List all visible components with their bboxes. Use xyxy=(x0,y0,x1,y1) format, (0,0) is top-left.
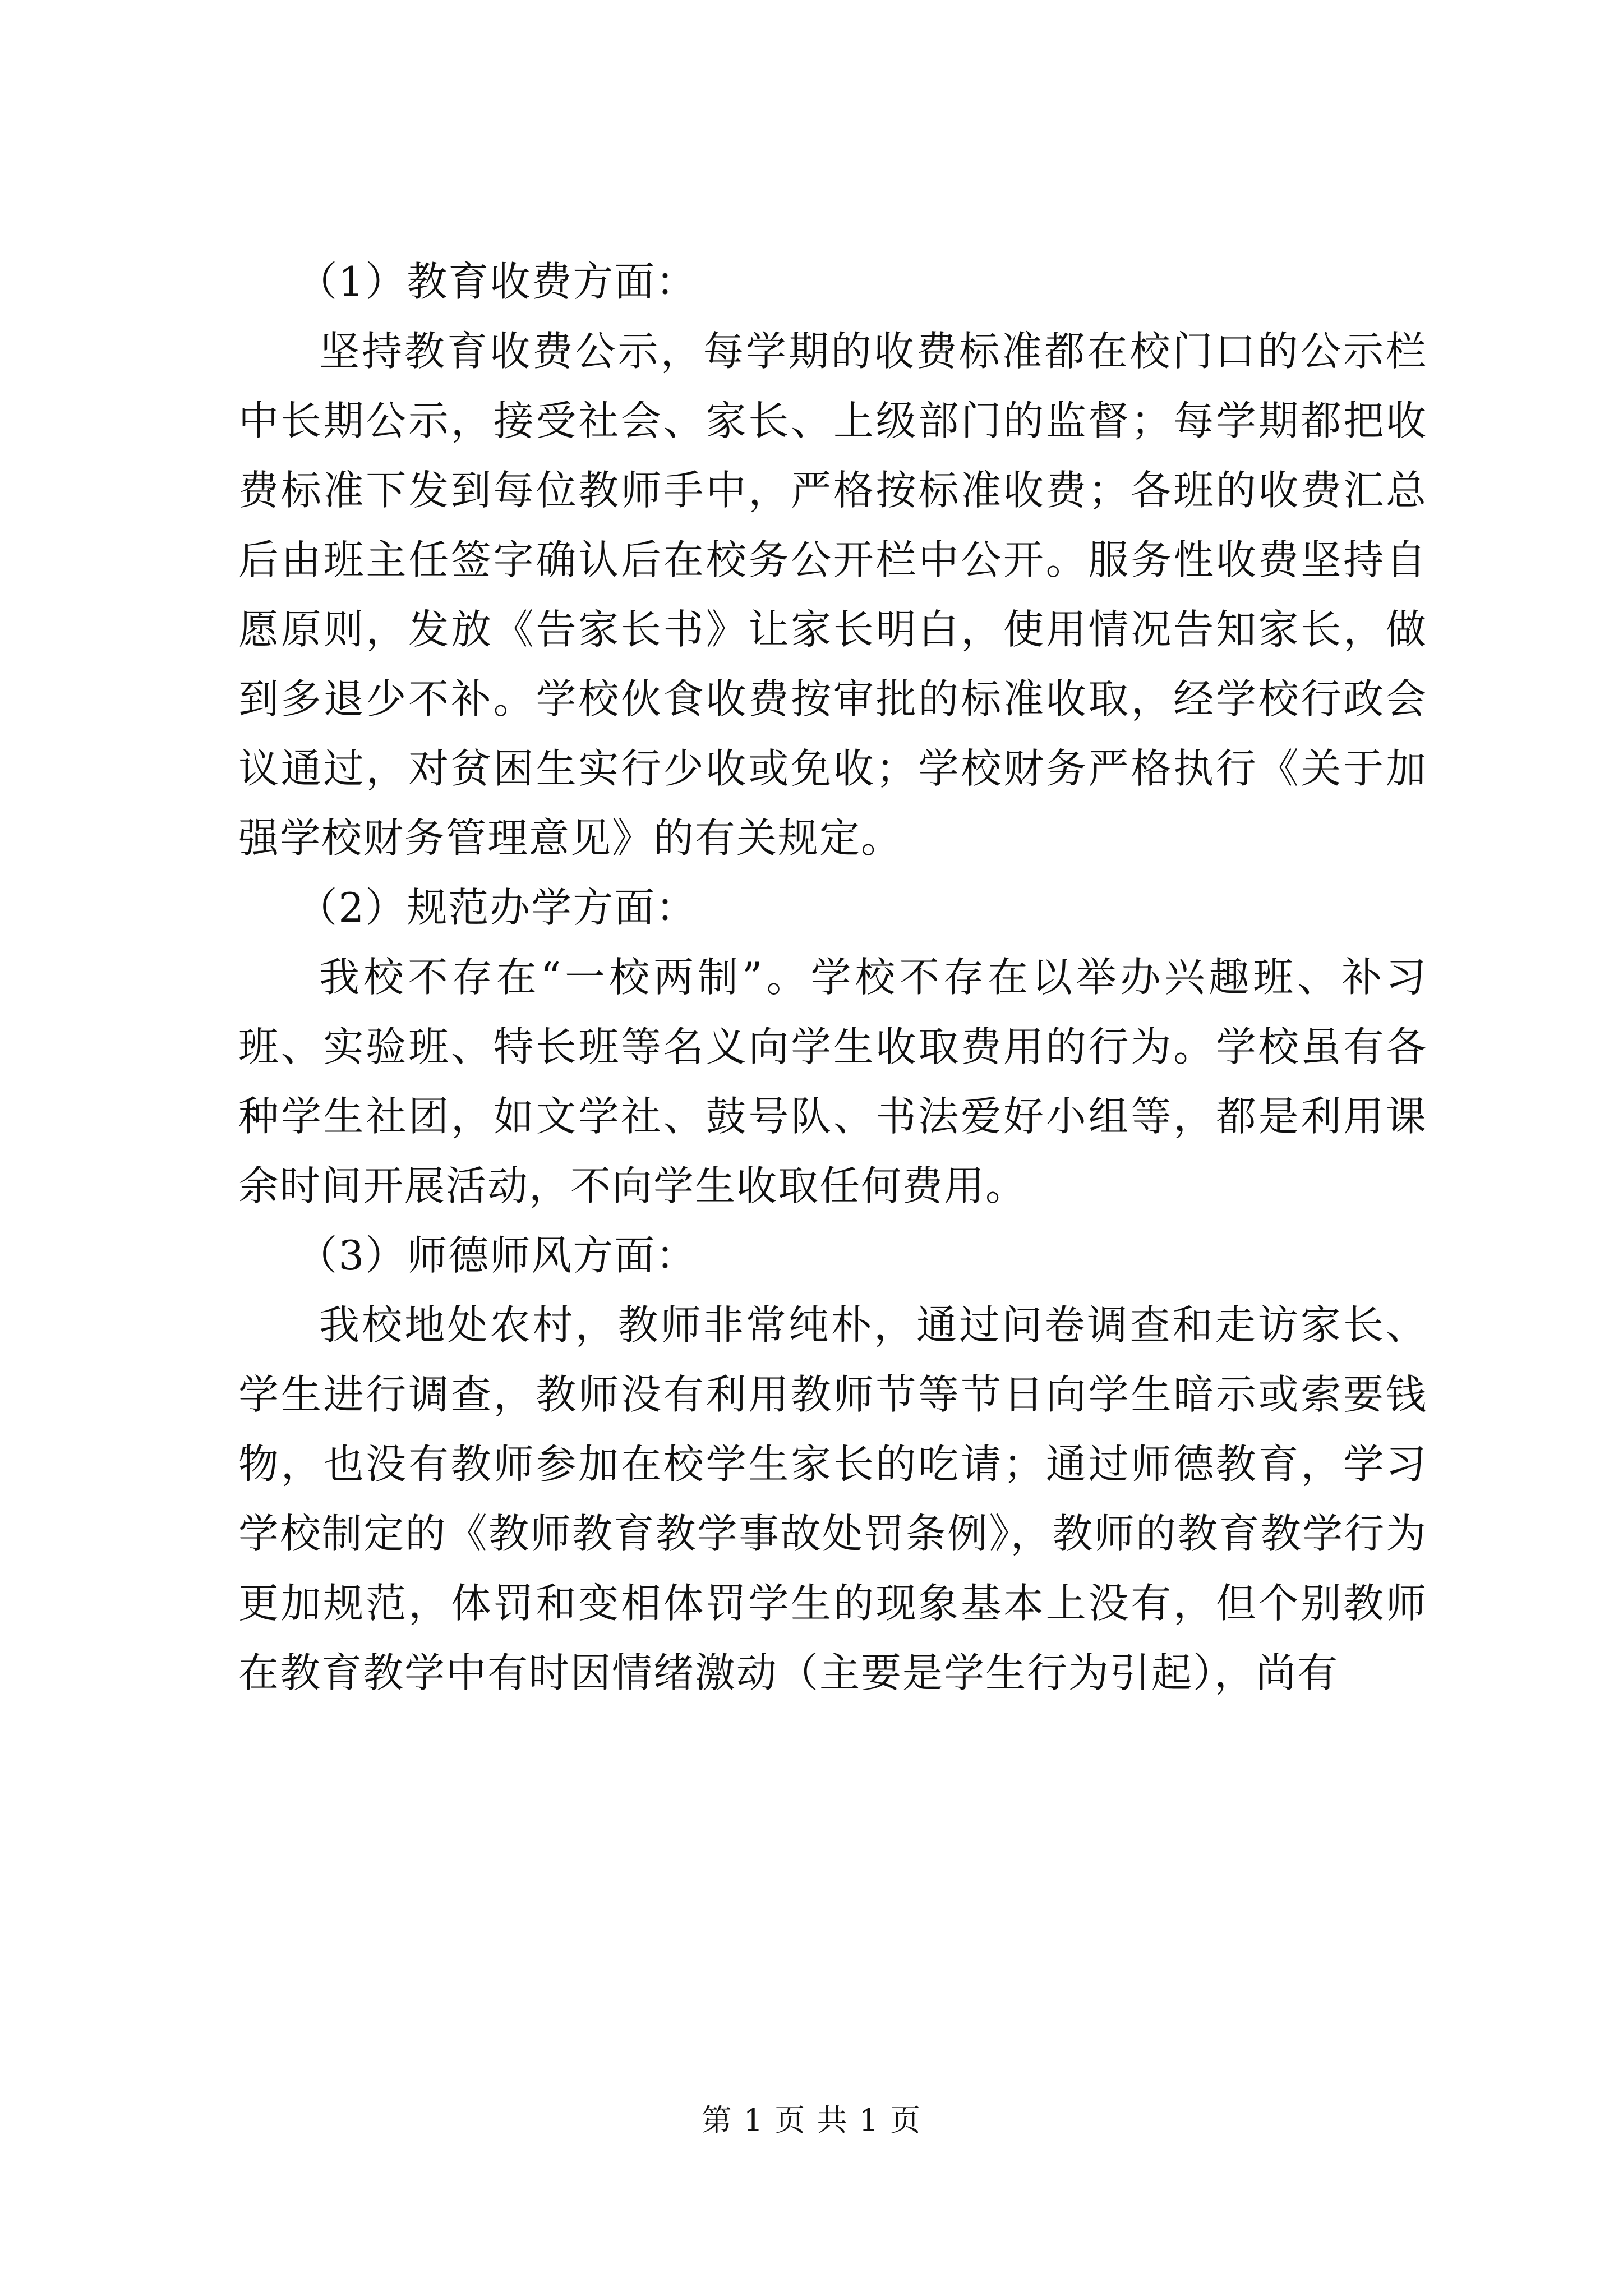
page-footer: 第 1 页 共 1 页 xyxy=(701,2102,922,2138)
section-heading-teacher-ethics: （3）师德师风方面： xyxy=(297,1232,698,1279)
section-heading-school-management: （2）规范办学方面： xyxy=(297,884,698,931)
document-body xyxy=(238,247,1427,1708)
section-heading-fees: （1）教育收费方面： xyxy=(297,258,698,305)
paragraph-school-management: 我校不存在“一校两制”。学校不存在以举办兴趣班、补习班、实验班、特长班等名义向学生收取费用的行为。学校虽有各种学生社团，如文学社、鼓号队、书法爱好小组等，都是利用课余时间开展活动，不向学生收取任何费用。 xyxy=(238,954,1427,1209)
paragraph-teacher-ethics: 我校地处农村，教师非常纯朴，通过问卷调查和走访家长、学生进行调查，教师没有利用教师节等节日向学生暗示或索要钱物，也没有教师参加在校学生家长的吃请；通过师德教育，学习学校制定的《教师教育教学事故处罚条例》，教师的教育教学行为更加规范，体罚和变相体罚学生的现象基本上没有，但个别教师在教育教学中有时因情绪激动（主要是学生行为引起），尚有 xyxy=(238,1301,1427,1696)
paragraph-fees: 坚持教育收费公示，每学期的收费标准都在校门口的公示栏中长期公示，接受社会、家长、上级部门的监督；每学期都把收费标准下发到每位教师手中，严格按标准收费；各班的收费汇总后由班主任签字确认后在校务公开栏中公开。服务性收费坚持自愿原则，发放《告家长书》让家长明白，使用情况告知家长，做到多退少不补。学校伙食收费按审批的标准收取，经学校行政会议通过，对贫困生实行少收或免收；学校财务严格执行《关于加强学校财务管理意见》的有关规定。 xyxy=(238,328,1427,862)
